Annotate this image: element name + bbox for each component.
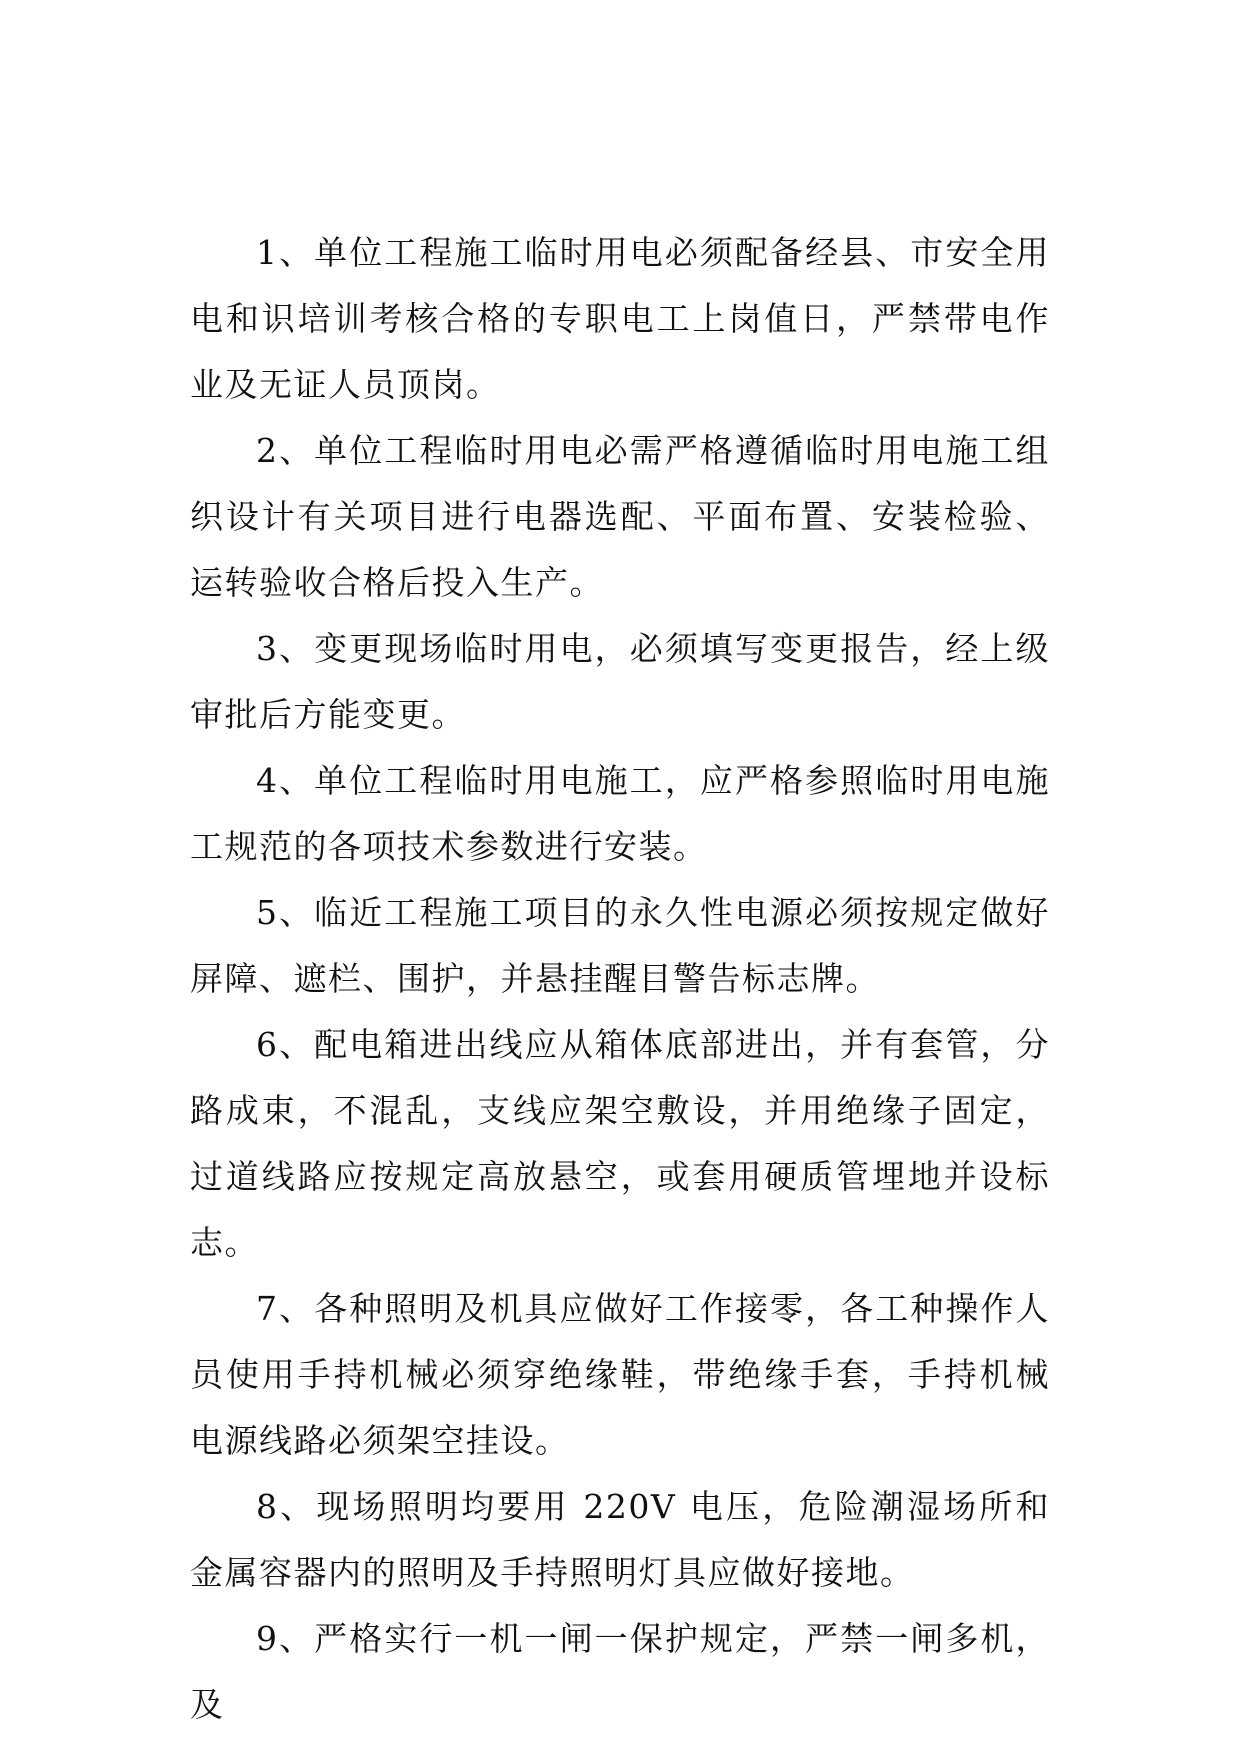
paragraph-2: 2、单位工程临时用电必需严格遵循临时用电施工组织设计有关项目进行电器选配、平面布置、安装检验、运转验收合格后投入生产。	[190, 431, 1050, 602]
paragraph-5: 5、临近工程施工项目的永久性电源必须按规定做好屏障、遮栏、围护，并悬挂醒目警告标志牌。	[190, 893, 1050, 998]
paragraph-3: 3、变更现场临时用电，必须填写变更报告，经上级审批后方能变更。	[190, 629, 1050, 734]
paragraph-7: 7、各种照明及机具应做好工作接零，各工种操作人员使用手持机械必须穿绝缘鞋，带绝缘手套，手持机械电源线路必须架空挂设。	[190, 1289, 1050, 1460]
paragraph-4: 4、单位工程临时用电施工，应严格参照临时用电施工规范的各项技术参数进行安装。	[190, 761, 1050, 866]
paragraph-1: 1、单位工程施工临时用电必须配备经县、市安全用电和识培训考核合格的专职电工上岗值日，严禁带电作业及无证人员顶岗。	[190, 233, 1050, 404]
paragraph-9: 9、严格实行一机一闸一保护规定，严禁一闸多机，及	[190, 1619, 1050, 1724]
document-body	[190, 220, 1050, 1738]
paragraph-8: 8、现场照明均要用 220V 电压，危险潮湿场所和金属容器内的照明及手持照明灯具应做好接地。	[190, 1487, 1050, 1592]
paragraph-6: 6、配电箱进出线应从箱体底部进出，并有套管，分路成束，不混乱，支线应架空敷设，并用绝缘子固定，过道线路应按规定高放悬空，或套用硬质管埋地并设标志。	[190, 1025, 1050, 1262]
